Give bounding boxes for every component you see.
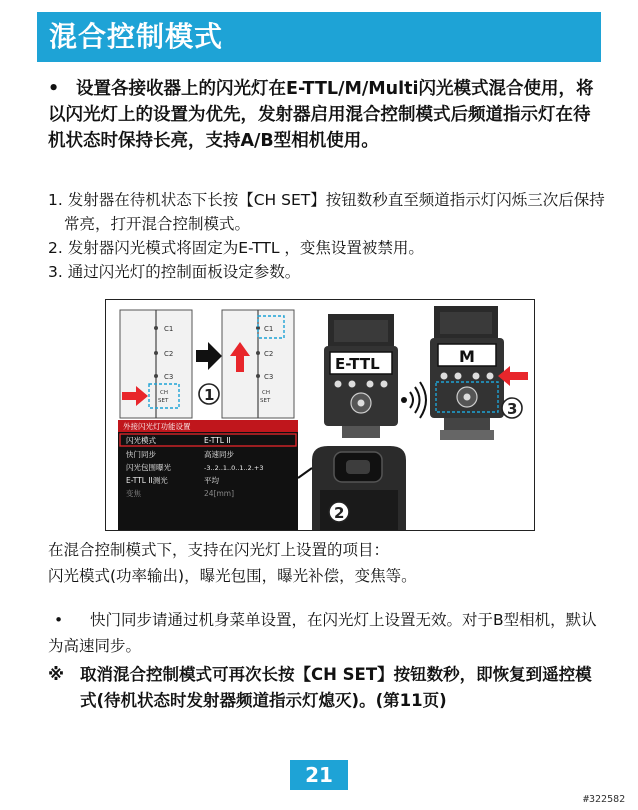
menu-title: 外接闪光灯功能设置 [123, 422, 191, 431]
channel-label: C2 [264, 350, 274, 358]
menu-row-value: 24[mm] [204, 489, 235, 498]
channel-label: C3 [164, 373, 174, 381]
step-badge-label: 1 [204, 386, 215, 404]
arrow-right-icon [196, 342, 222, 370]
page-title: 混合控制模式 [49, 20, 224, 53]
menu-row-value: -3..2..1..0..1..2.+3 [204, 464, 264, 472]
note-text: 快门同步请通过机身菜单设置，在闪光灯上设置无效。对于B型相机，默认为高速同步。 [48, 611, 597, 655]
flash-right-mode-label: M [459, 347, 475, 366]
menu-row-label: E-TTL II测光 [126, 476, 168, 485]
sync-note [48, 607, 600, 659]
step-badge-label: 2 [334, 504, 345, 522]
intro-bullet: • [48, 79, 60, 99]
ch-set-label: SET [260, 398, 271, 404]
flash-settings-menu [118, 420, 298, 530]
flash-unit-right [430, 306, 528, 440]
channel-label: C2 [164, 350, 174, 358]
menu-row-label: 闪光模式 [126, 436, 156, 445]
warning-text: 取消混合控制模式可再次长按【CH SET】按钮数秒，即恢复到遥控模式(待机状态时发射器频道指示灯熄灭)。(第11页) [80, 665, 592, 710]
intro-paragraph [48, 76, 600, 154]
wireless-signal-icon [401, 382, 426, 418]
channel-label: C3 [264, 373, 274, 381]
transmitter-panel-before [120, 310, 192, 418]
channel-label: C1 [164, 325, 174, 333]
reference-mark-icon: ※ [48, 665, 65, 684]
steps-list [48, 188, 608, 284]
ch-set-label: SET [158, 398, 169, 404]
step-badge-label: 3 [507, 400, 518, 418]
figure-illustration [106, 300, 534, 530]
menu-row-label: 快门同步 [126, 450, 156, 459]
step-item: 3. 通过闪光灯的控制面板设定参数。 [48, 263, 301, 281]
note-bullet: • [54, 611, 64, 629]
watermark: #322582 [583, 794, 626, 805]
menu-row-value: 高速同步 [204, 450, 234, 459]
title-bar [37, 12, 601, 62]
transmitter-panel-after [222, 310, 294, 418]
flash-left-mode-label: E-TTL [335, 355, 380, 373]
instruction-figure [105, 299, 535, 531]
flash-unit-left [324, 314, 398, 438]
menu-row-value: E-TTL II [204, 436, 231, 445]
step-item: 2. 发射器闪光模式将固定为E-TTL ，变焦设置被禁用。 [48, 239, 424, 257]
caption-line: 在混合控制模式下，支持在闪光灯上设置的项目： [48, 541, 390, 559]
figure-caption [48, 537, 608, 589]
intro-text: 设置各接收器上的闪光灯在E-TTL/M/Multi闪光模式混合使用，将以闪光灯上的设置为优先，发射器启用混合控制模式后频道指示灯在待机状态时保持长亮，支持A/B型相机使用。 [48, 79, 594, 151]
step-item: 1. 发射器在待机状态下长按【CH SET】按钮数秒直至频道指示灯闪烁三次后保持常亮，打开混合控制模式。 [48, 191, 605, 233]
menu-row-value: 平均 [204, 476, 219, 485]
ch-set-label: CH [262, 390, 270, 396]
camera-body [298, 446, 406, 530]
caption-line: 闪光模式(功率输出)，曝光包围，曝光补偿，变焦等。 [48, 567, 417, 585]
ch-set-label: CH [160, 390, 168, 396]
menu-row-label: 变焦 [126, 489, 141, 498]
menu-row-label: 闪光包围曝光 [126, 463, 171, 472]
page-number: 21 [290, 760, 348, 790]
channel-label: C1 [264, 325, 274, 333]
